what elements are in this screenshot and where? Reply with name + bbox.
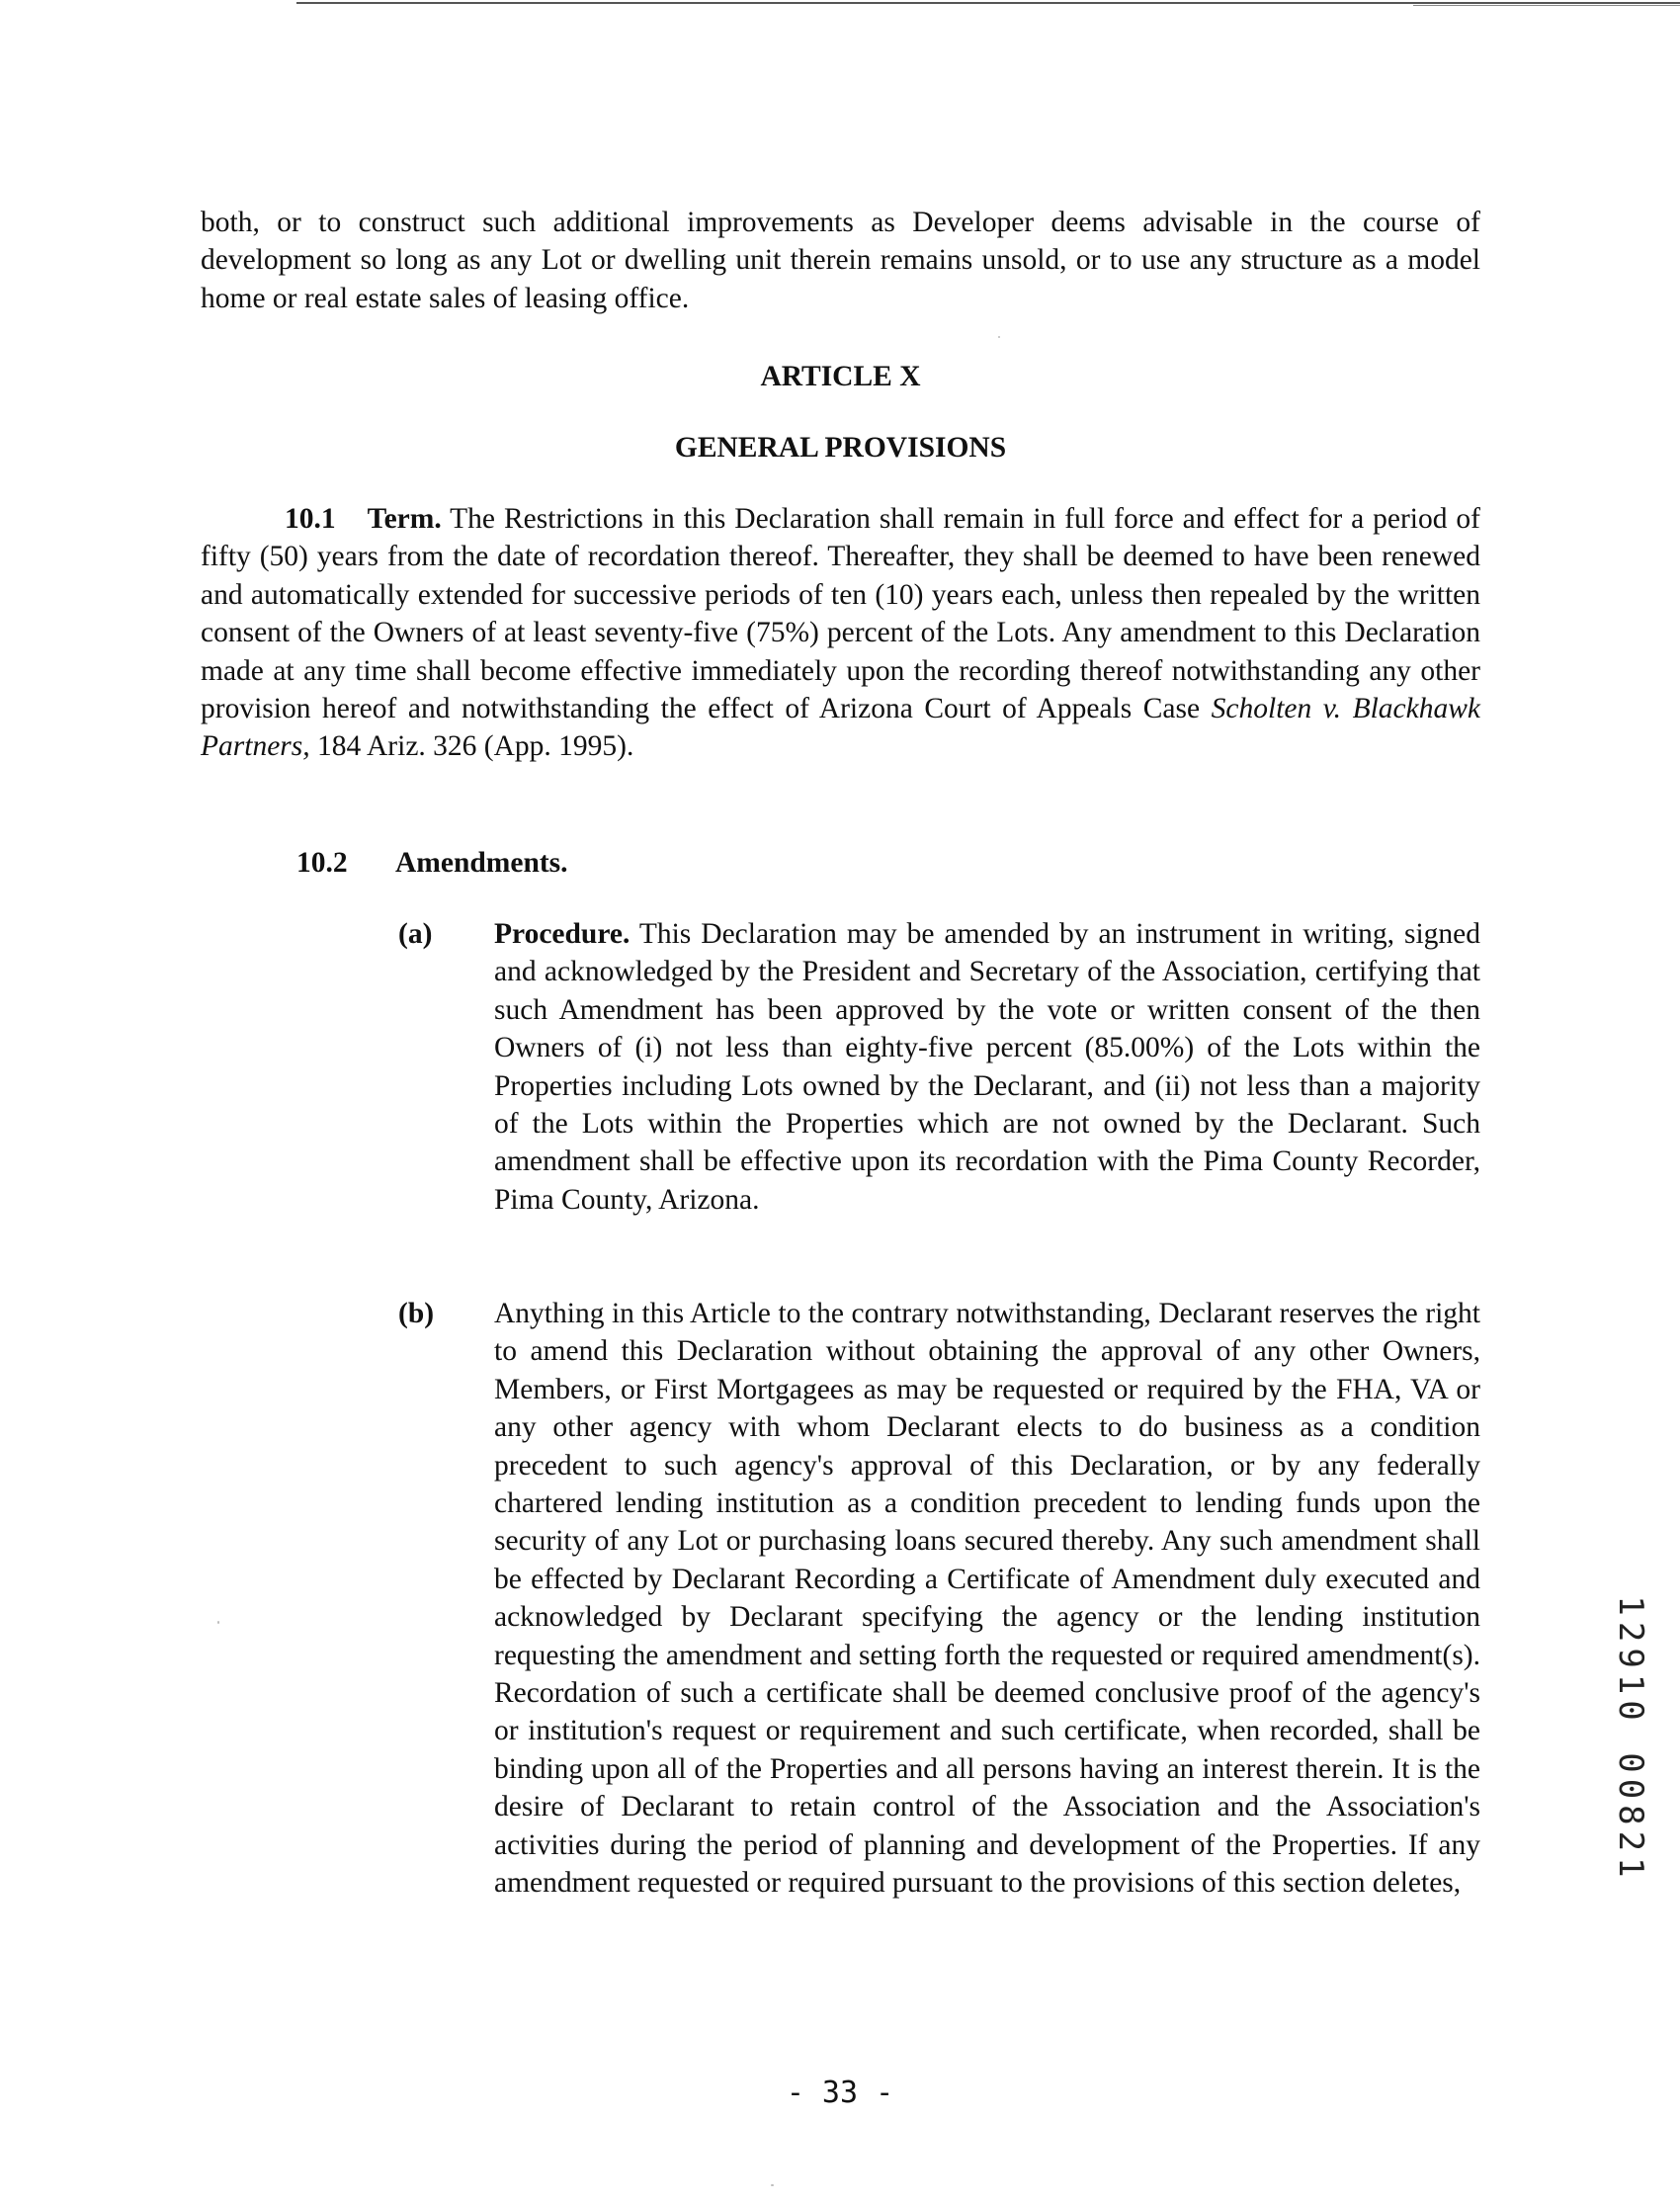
section-10-2-number: 10.2 (296, 847, 348, 879)
subsection-a-text: This Declaration may be amended by an instrument in writing, signed and acknowledged by the President and Secretary of the Association, certifying that such Amendment has been approved by the vote or written consent of the then Owners of (i) not less than eighty-five percent (85.00%) of the Lots within the Properties including Lots owned by the Declarant, and (ii) not less than a majority of the Lots within the Properties which are not owned by the Declarant. Such amendment shall be effective upon its recordation with the Pima County Recorder, Pima County, Arizona. (494, 918, 1480, 1216)
subsection-a-body (494, 915, 1480, 1219)
section-10-1-title: Term. (367, 503, 442, 535)
scan-top-border-secondary (1413, 5, 1680, 6)
scan-speck (217, 1621, 219, 1624)
subsection-a-title: Procedure. (494, 918, 630, 950)
article-heading: ARTICLE X (760, 361, 921, 392)
subsection-a-label: (a) (398, 918, 433, 950)
section-10-1 (201, 500, 1480, 766)
section-10-1-number: 10.1 (285, 503, 336, 535)
section-10-1-text: The Restrictions in this Declaration shall remain in full force and effect for a period of fifty (50) years from the date of recordation thereof. Thereafter, they shall be deemed to have been renewed and automatically extended for successive periods of ten (10) years each, unless then repealed by the written consent of the Owners of at least seventy-five (75%) percent of the Lots. Any amendment to this Declaration made at any time shall become effective immediately upon the recording thereof notwithstanding any other provision hereof and notwithstanding the effect of Arizona Court of Appeals Case (201, 503, 1481, 725)
subsection-b-text: Anything in this Article to the contrary notwithstanding, Declarant reserves the right to amend this Declaration without obtaining the approval of any other Owners, Members, or First Mortgagees as may be requested or required by the FHA, VA or any other agency with whom Declarant elects to do business as a condition precedent to such agency's approval of this Declaration, or by any federally chartered lending institution as a condition precedent to lending funds upon the security of any Lot or purchasing loans secured thereby. Any such amendment shall be effected by Declarant Recording a Certificate of Amendment duly executed and acknowledged by Declarant specifying the agency or the lending institution requesting the amendment and setting forth the requested or required amendment(s). Recordation of such a certificate shall be deemed conclusive proof of the agency's or institution's request or requirement and such certificate, when recorded, shall be binding upon all of the Properties and all persons having an interest therein. It is the desire of Declarant to retain control of the Association and the Association's activities during the period of planning and development of the Properties. If any amendment requested or required pursuant to the provisions of this section deletes, (494, 1298, 1480, 1900)
scan-speck (771, 2184, 774, 2186)
scan-top-border (296, 2, 1680, 4)
article-title: GENERAL PROVISIONS (674, 432, 1007, 464)
case-citation: 184 Ariz. 326 (App. 1995). (317, 730, 634, 763)
page-number: - 33 - (786, 2076, 894, 2110)
recording-number-text: 12910 00821 (1611, 1595, 1650, 1884)
continued-paragraph: both, or to construct such additional improvements as Developer deems advisable in the course of development so long as any Lot or dwelling unit therein remains unsold, or to use any structure as a model home or real estate sales of leasing office. (201, 207, 1480, 314)
section-10-2-heading (296, 844, 568, 882)
subsection-b-label: (b) (398, 1298, 435, 1329)
section-10-2-title: Amendments. (395, 847, 568, 879)
scan-speck (998, 336, 1000, 338)
case-name: Scholten v. Blackhawk Partners, (201, 693, 1481, 763)
recording-number-stamp (1611, 1581, 1650, 1898)
